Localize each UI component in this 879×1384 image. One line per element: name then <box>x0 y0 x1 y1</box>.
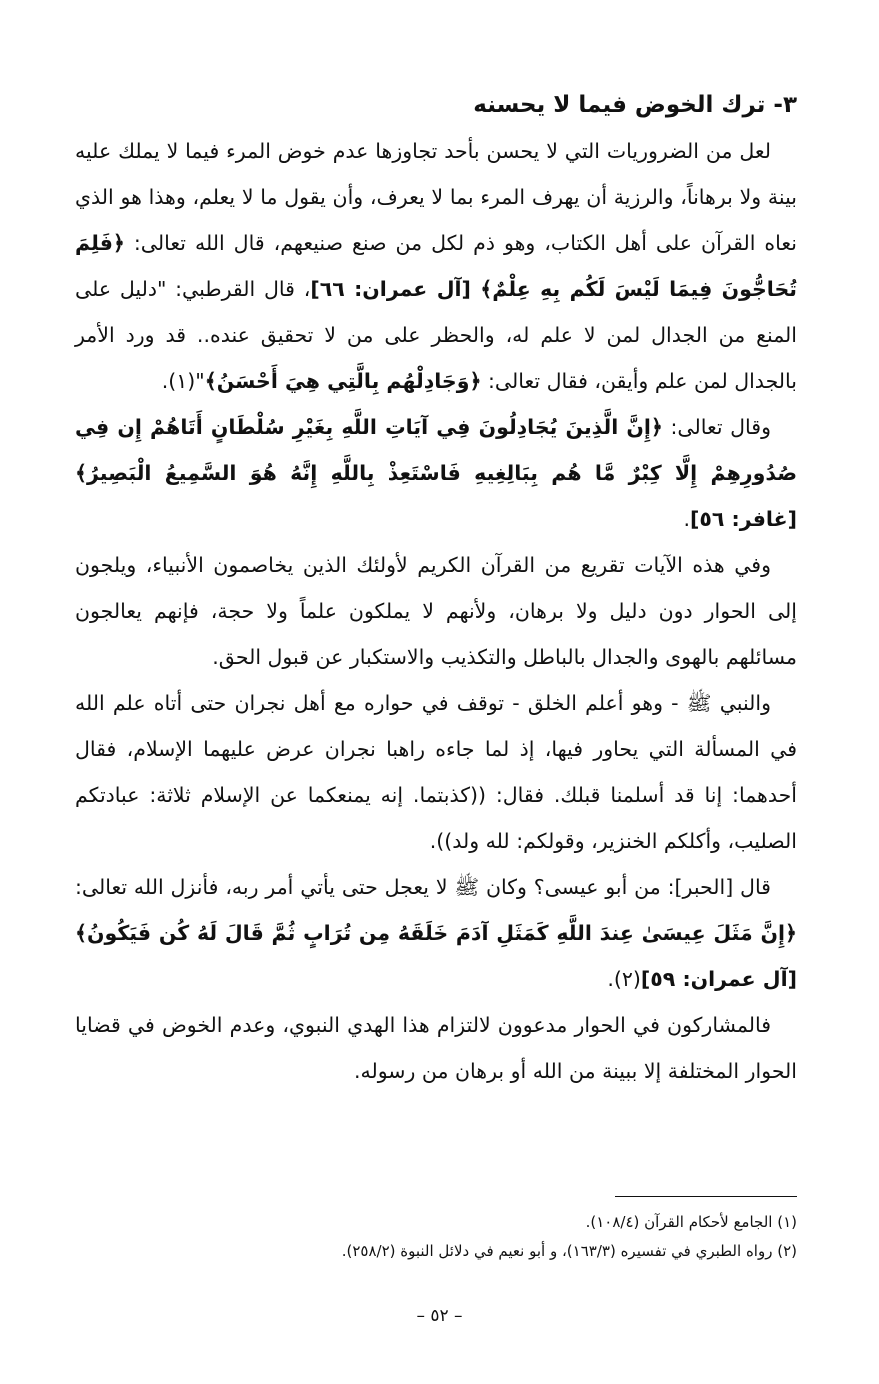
paragraph-text: لعل من الضروريات التي لا يحسن بأحد تجاوزها عدم خوض المرء فيما لا يملك عليه بينة ولا برهاناً، والرزية أن يهرف المرء بما لا يعرف، وأن يقول ما لا يعلم، وهذا هو الذي نعاه القرآن على أهل الكتاب، وهو ذم لكل من صنع صنيعهم، قال الله تعالى: <box>75 139 797 255</box>
paragraph-text: والنبي ﷺ - وهو أعلم الخلق - توقف في حواره مع أهل نجران حتى أتاه علم الله في المسألة التي يحاور فيها، إذ لما جاءه راهبا نجران عرض عليهما الإسلام، فقال أحدهما: إنا قد أسلمنا قبلك. فقال: ((كذبتما. إنه يمنعكما عن الإسلام ثلاثة: عبادتكم الصليب، وأكلكم الخنزير، وقولكم: لله ولد)). <box>75 691 797 853</box>
paragraph-2 <box>75 404 797 542</box>
footnote-2: (٢) رواه الطبري في تفسيره (١٦٣/٣)، و أبو نعيم في دلائل النبوة (٢٥٨/٢). <box>341 1242 797 1260</box>
paragraph-text: فالمشاركون في الحوار مدعوون لالتزام هذا الهدي النبوي، وعدم الخوض في قضايا الحوار المختلفة إلا ببينة من الله أو برهان من رسوله. <box>75 1013 797 1083</box>
section-heading: ٣- ترك الخوض فيما لا يحسنه <box>473 92 797 118</box>
paragraph-6 <box>75 1002 797 1094</box>
footnotes <box>75 1208 797 1266</box>
verse-reference: [آل عمران: ٦٦] <box>310 277 481 301</box>
footnote-1: (١) الجامع لأحكام القرآن (١٠٨/٤). <box>585 1213 797 1231</box>
paragraph-text: . <box>683 507 690 531</box>
verse-reference: [غافر: ٥٦] <box>690 507 797 531</box>
verse-reference: [آل عمران: ٥٩] <box>640 967 797 991</box>
footnote-divider <box>615 1196 797 1197</box>
paragraph-text: قال [الحبر]: من أبو عيسى؟ وكان ﷺ لا يعجل حتى يأتي أمر ربه، فأنزل الله تعالى: <box>75 875 771 899</box>
paragraph-5 <box>75 864 797 1002</box>
paragraph-3 <box>75 542 797 680</box>
paragraph-text: (٢). <box>607 967 641 991</box>
paragraph-text: وفي هذه الآيات تقريع من القرآن الكريم لأولئك الذين يخاصمون الأنبياء، ويلجون إلى الحوار دون دليل ولا برهان، ولأنهم لا يملكون علماً ولا حجة، فإنهم يعالجون مسائلهم بالهوى والجدال بالباطل والتكذيب والاستكبار عن قبول الحق. <box>75 553 797 669</box>
quran-verse: ﴿إِنَّ الَّذِينَ يُجَادِلُونَ فِي آيَاتِ اللَّهِ بِغَيْرِ سُلْطَانٍ أَتَاهُمْ إِن فِي صُدُورِهِمْ إِلَّا كِبْرٌ مَّا هُم بِبَالِغِيهِ فَاسْتَعِذْ بِاللَّهِ إِنَّهُ هُوَ السَّمِيعُ الْبَصِيرُ﴾ <box>75 415 797 485</box>
page-number: – ٥٢ – <box>416 1306 463 1326</box>
paragraph-text: "(١). <box>161 369 205 393</box>
quran-verse: ﴿إِنَّ مَثَلَ عِيسَىٰ عِندَ اللَّهِ كَمَثَلِ آدَمَ خَلَقَهُ مِن تُرَابٍ ثُمَّ قَالَ لَهُ كُن فَيَكُونُ﴾ <box>75 921 797 945</box>
main-text <box>75 82 797 1094</box>
paragraph-text: وقال تعالى: <box>662 415 771 439</box>
paragraph-text: ، قال القرطبي: "دليل على المنع من الجدال لمن لا علم له، والحظر على من لا تحقيق عنده.. قد ورد الأمر بالجدال لمن علم وأيقن، فقال تعالى: <box>75 277 797 393</box>
paragraph-1 <box>75 128 797 404</box>
quran-verse: ﴿فَلِمَ تُحَاجُّونَ فِيمَا لَيْسَ لَكُم بِهِ عِلْمٌ﴾ <box>75 231 797 301</box>
paragraph-4 <box>75 680 797 864</box>
quran-verse: ﴿وَجَادِلْهُم بِالَّتِي هِيَ أَحْسَنُ﴾ <box>204 369 482 393</box>
